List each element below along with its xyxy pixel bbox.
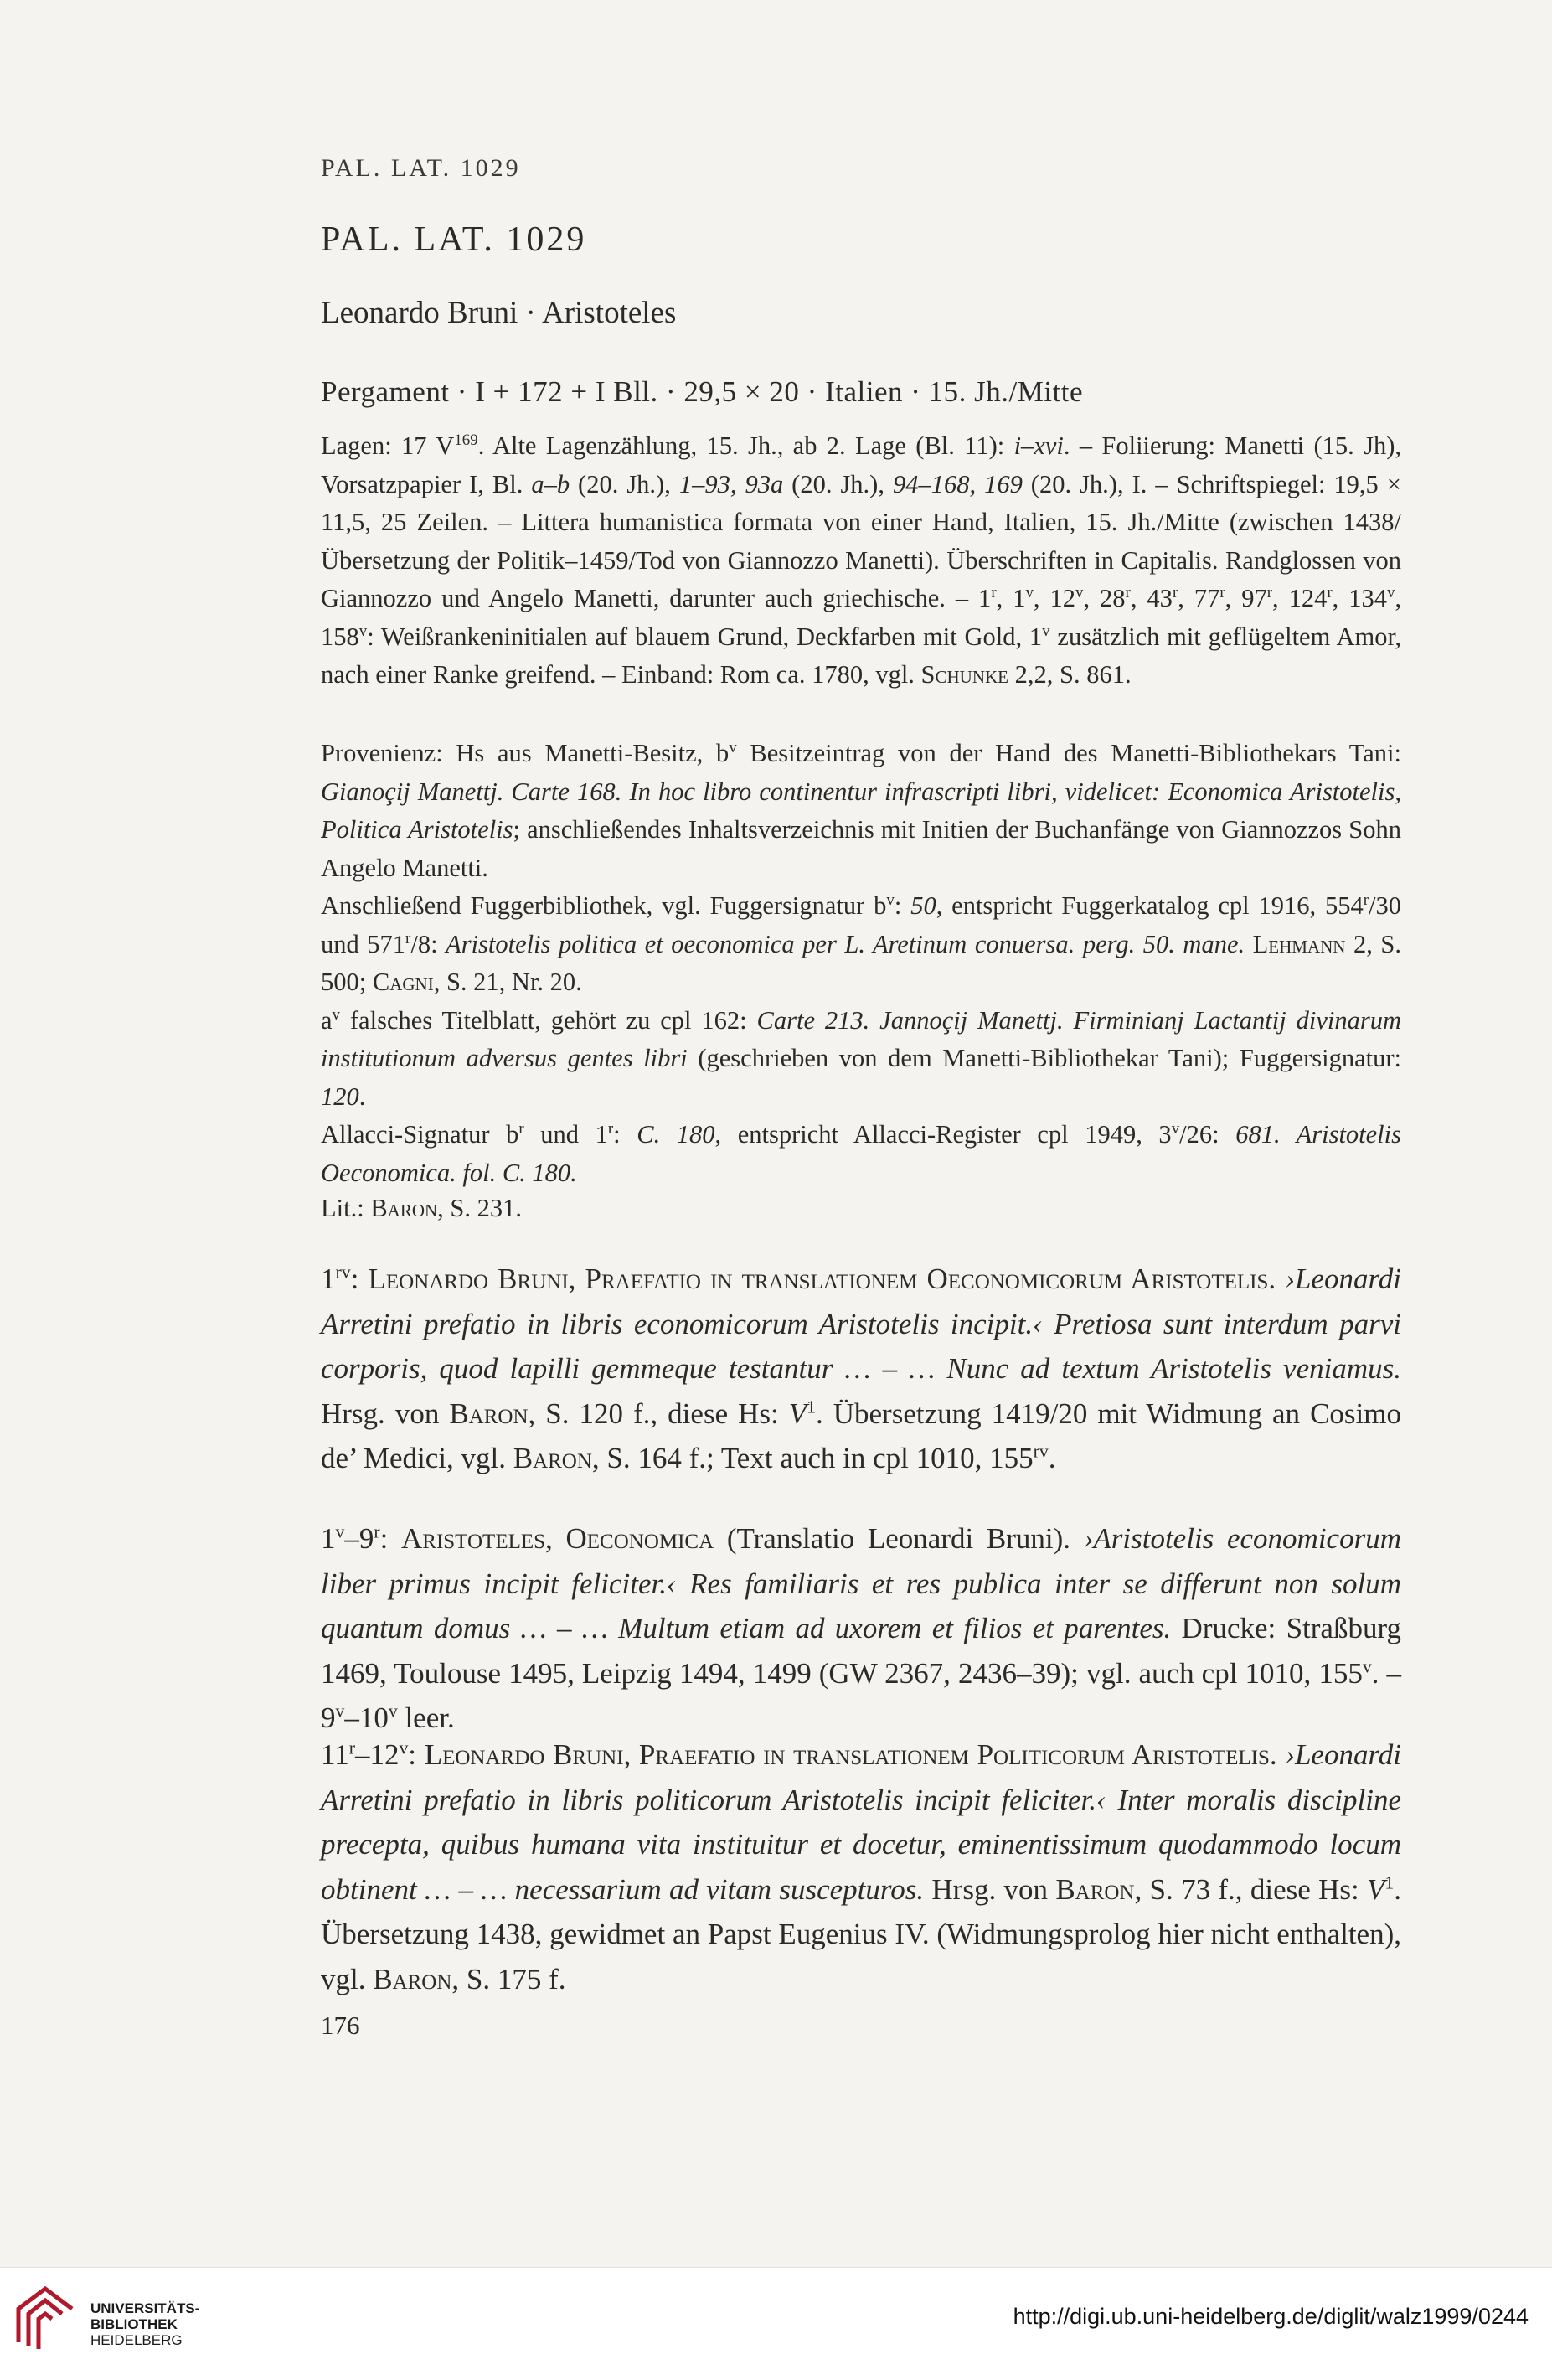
ub-heidelberg-logo-icon[interactable] bbox=[12, 2277, 79, 2352]
content-entry-2: 1$^v$–9$^r$: Aristoteles, Oeconomica (Translatio Leonardi Bruni). ›Aristotelis economicorum liber primus incipit feliciter.‹ Res familiaris et res publica inter se differunt non solum quantum domus … – … Multum etiam ad uxorem et filios et parentes. Drucke: Straßburg 1469, Toulouse 1495, Leipzig 1494, 1499 (GW 2367, 2436–39); vgl. auch cpl 1010, 155$^v$. – 9$^v$–10$^v$ leer. bbox=[321, 1521, 1401, 1734]
title-leaf-paragraph: $a^v$ falsches Titelblatt, gehört zu cpl 162: Carte 213. Jannoçij Manettj. Firminianj Lactantij divinarum institutionum adversus gentes libri (geschrieben von dem Manetti-Bibliothekar Tani); Fuggersignatur: 120. bbox=[321, 1005, 1402, 1111]
permalink-url[interactable]: http://digi.ub.uni-heidelberg.de/diglit/walz1999/0244 bbox=[1013, 2304, 1529, 2329]
physical-description: Pergament · I + 172 + I Bll. · 29,5 × 20 · Italien · 15. Jh./Mitte bbox=[321, 375, 1084, 408]
shelfmark-heading: PAL. LAT. 1029 bbox=[321, 220, 587, 259]
work-title: Leonardo Bruni · Aristoteles bbox=[321, 296, 677, 330]
provenance-section bbox=[321, 735, 1401, 1192]
content-entry-1: $1^{rv}$: Leonardo Bruni, Praefatio in translationem Oeconomicorum Aristotelis. ›Leonardi Arretini prefatio in libris economicorum Aristotelis incipit.‹ Pretiosa sunt interdum parvi corporis, quod lapilli gemmeque testantur … – … Nunc ad textum Aristotelis veniamus. Hrsg. von Baron, S. 120 f., diese Hs: $V^1$. Übersetzung 1419/20 mit Widmung an Cosimo de’ Medici, vgl. Baron, S. 164 f.; Text auch in cpl 1010, $155^{rv}$. bbox=[321, 1262, 1401, 1474]
literature-line: Lit.: Baron, S. 231. bbox=[321, 1194, 523, 1222]
allacci-paragraph: Allacci-Signatur $b^r$ und 1$^r$: C. 180, entspricht Allacci-Register cpl 1949, 3$^v$/26: 681. Aristotelis Oeconomica. fol. C. 180. bbox=[321, 1119, 1401, 1187]
codicological-description: Lagen: 17 $V^{169}$. Alte Lagenzählung, 15. Jh., ab 2. Lage (Bl. 11): i–xvi. – Foliierung: Manetti (15. Jh), Vorsatzpapier I, Bl. a–b (20. Jh.), 1–93, 93a (20. Jh.), 94–168, 169 (20. Jh.), I. – Schriftspiegel: 19,5 × 11,5, 25 Zeilen. – Littera humanistica formata von einer Hand, Italien, 15. Jh./Mitte (zwischen 1438/Übersetzung der Politik–1459/Tod von Giannozzo Manetti). Überschriften in Capitalis. Randglossen von Giannozzo und Angelo Manetti, darunter auch griechische. – 1$^r$, 1$^v$, 12$^v$, 28$^r$, 43$^r$, 77$^r$, 97$^r$, 124$^r$, 134$^v$, 158$^v$: Weißrankeninitialen auf blauem Grund, Deckfarben mit Gold, 1$^v$ zusätzlich mit geflügeltem Amor, nach einer Ranke greifend. – Einband: Rom ca. 1780, vgl. Schunke 2,2, S. 861. bbox=[321, 431, 1402, 689]
content-entry-3: 11$^r$–12$^v$: Leonardo Bruni, Praefatio in translationem Politicorum Aristotelis. ›Leonardi Arretini prefatio in libris politicorum Aristotelis incipit feliciter.‹ Inter moralis discipline precepta, quibus humana vita instituitur et docetur, eminentissimum quodammodo locum obtinent … – … necessarium ad vitam suscepturos. Hrsg. von Baron, S. 73 f., diese Hs: $V^1$. Übersetzung 1438, gewidmet an Papst Eugenius IV. (Widmungsprolog hier nicht enthalten), vgl. Baron, S. 175 f. bbox=[321, 1737, 1401, 1995]
library-name: UNIVERSITÄTS- BIBLIOTHEK HEIDELBERG bbox=[90, 2300, 200, 2348]
running-head: PAL. LAT. 1029 bbox=[321, 154, 521, 182]
provenance-paragraph: Provenienz: Hs aus Manetti-Besitz, $b^v$ Besitzeintrag von der Hand des Manetti-Bibliothekars Tani: Gianoçij Manettj. Carte 168. In hoc libro continentur infrascripti libri, videlicet: Economica Aristotelis, Politica Aristotelis; anschließendes Inhaltsverzeichnis mit Initien der Buchanfänge von Giannozzos Sohn Angelo Manetti. bbox=[321, 738, 1401, 882]
fugger-paragraph: Anschließend Fuggerbibliothek, vgl. Fuggersignatur $b^v$: 50, entspricht Fuggerkatalog cpl 1916, 554$^r$/30 und 571$^r$/8: Aristotelis politica et oeconomica per L. Aretinum conuersa. perg. 50. mane. Lehmann 2, S. 500; Cagni, S. 21, Nr. 20. bbox=[321, 891, 1402, 996]
page-number: 176 bbox=[321, 2011, 360, 2040]
